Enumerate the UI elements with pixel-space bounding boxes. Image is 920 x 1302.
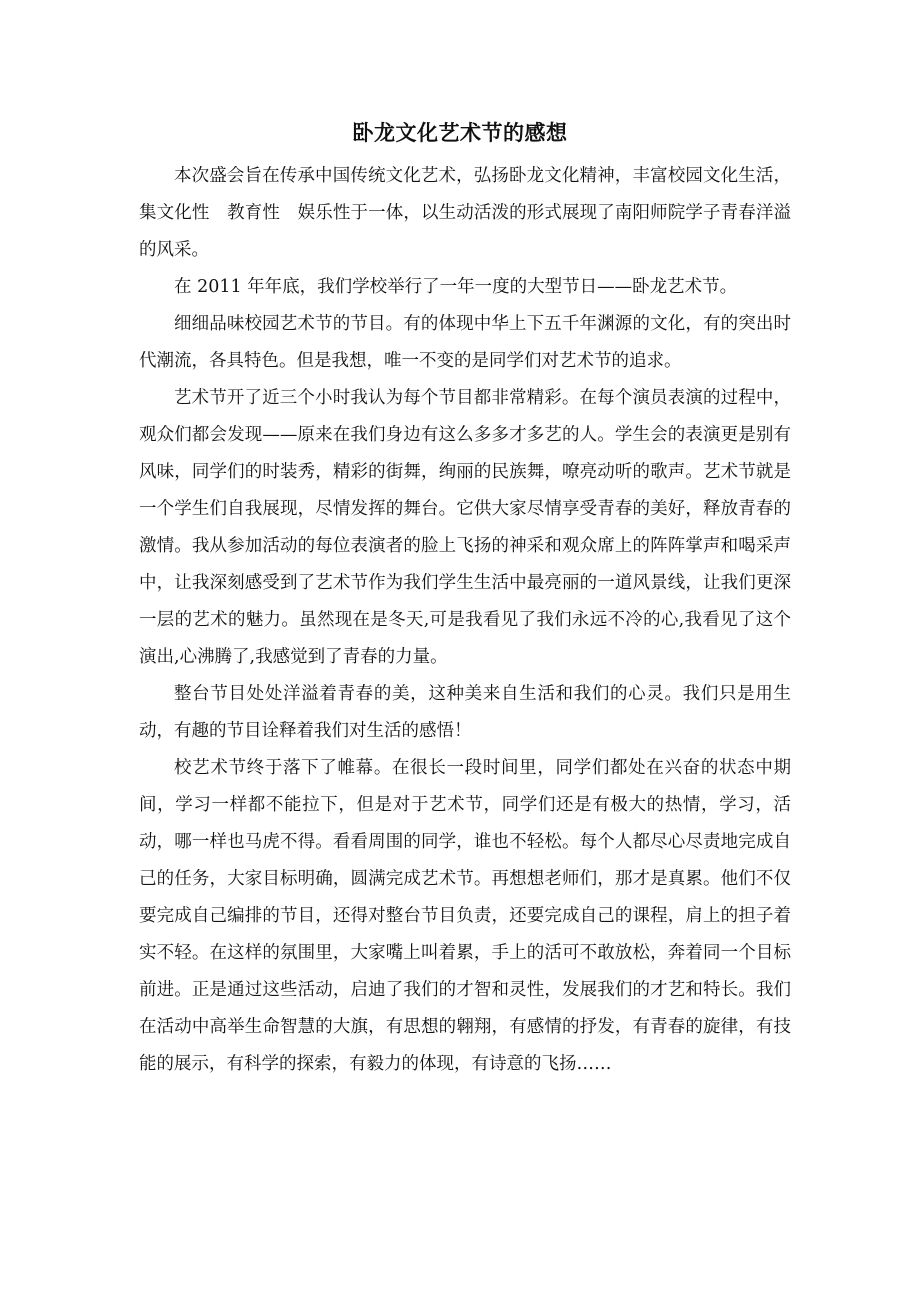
paragraph-programs: 细细品味校园艺术节的节目。有的体现中华上下五千年渊源的文化，有的突出时代潮流，各具特色。但是我想，唯一不变的是同学们对艺术节的追求。 xyxy=(139,314,791,371)
paragraph-intro: 本次盛会旨在传承中国传统文化艺术，弘扬卧龙文化精神，丰富校园文化生活，集文化性 教育性 娱乐性于一体，以生动活泼的形式展现了南阳师院学子青春洋溢的风采。 xyxy=(139,166,791,260)
paragraph-youth: 整台节目处处洋溢着青春的美，这种美来自生活和我们的心灵。我们只是用生动，有趣的节目诠释着我们对生活的感悟！ xyxy=(139,684,791,741)
page-title: 卧龙文化艺术节的感想 xyxy=(352,120,568,145)
document-body xyxy=(139,158,791,1083)
paragraph-closing: 校艺术节终于落下了帷幕。在很长一段时间里，同学们都处在兴奋的状态中期间，学习一样都不能拉下，但是对于艺术节，同学们还是有极大的热情，学习，活动，哪一样也马虎不得。看看周围的同学，谁也不轻松。每个人都尽心尽责地完成自己的任务，大家目标明确，圆满完成艺术节。再想想老师们，那才是真累。他们不仅要完成自己编排的节目，还得对整台节目负责，还要完成自己的课程，肩上的担子着实不轻。在这样的氛围里，大家嘴上叫着累，手上的活可不敢放松，奔着同一个目标前进。正是通过这些活动，启迪了我们的才智和灵性，发展我们的才艺和特长。我们在活动中高举生命智慧的大旗，有思想的翱翔，有感情的抒发，有青春的旋律，有技能的展示，有科学的探索，有毅力的体现，有诗意的飞扬…… xyxy=(139,758,791,1074)
paragraph-performance: 艺术节开了近三个小时我认为每个节目都非常精彩。在每个演员表演的过程中，观众们都会发现——原来在我们身边有这么多多才多艺的人。学生会的表演更是别有风味，同学们的时装秀，精彩的街舞，绚丽的民族舞，嘹亮动听的歌声。艺术节就是一个学生们自我展现，尽情发挥的舞台。它供大家尽情享受青春的美好，释放青春的激情。我从参加活动的每位表演者的脸上飞扬的神采和观众席上的阵阵掌声和喝采声中，让我深刻感受到了艺术节作为我们学生生活中最亮丽的一道风景线，让我们更深一层的艺术的魅力。虽然现在是冬天,可是我看见了我们永远不冷的心,我看见了这个演出,心沸腾了,我感觉到了青春的力量。 xyxy=(139,388,791,667)
paragraph-date: 在 2011 年年底，我们学校举行了一年一度的大型节日——卧龙艺术节。 xyxy=(174,277,738,297)
